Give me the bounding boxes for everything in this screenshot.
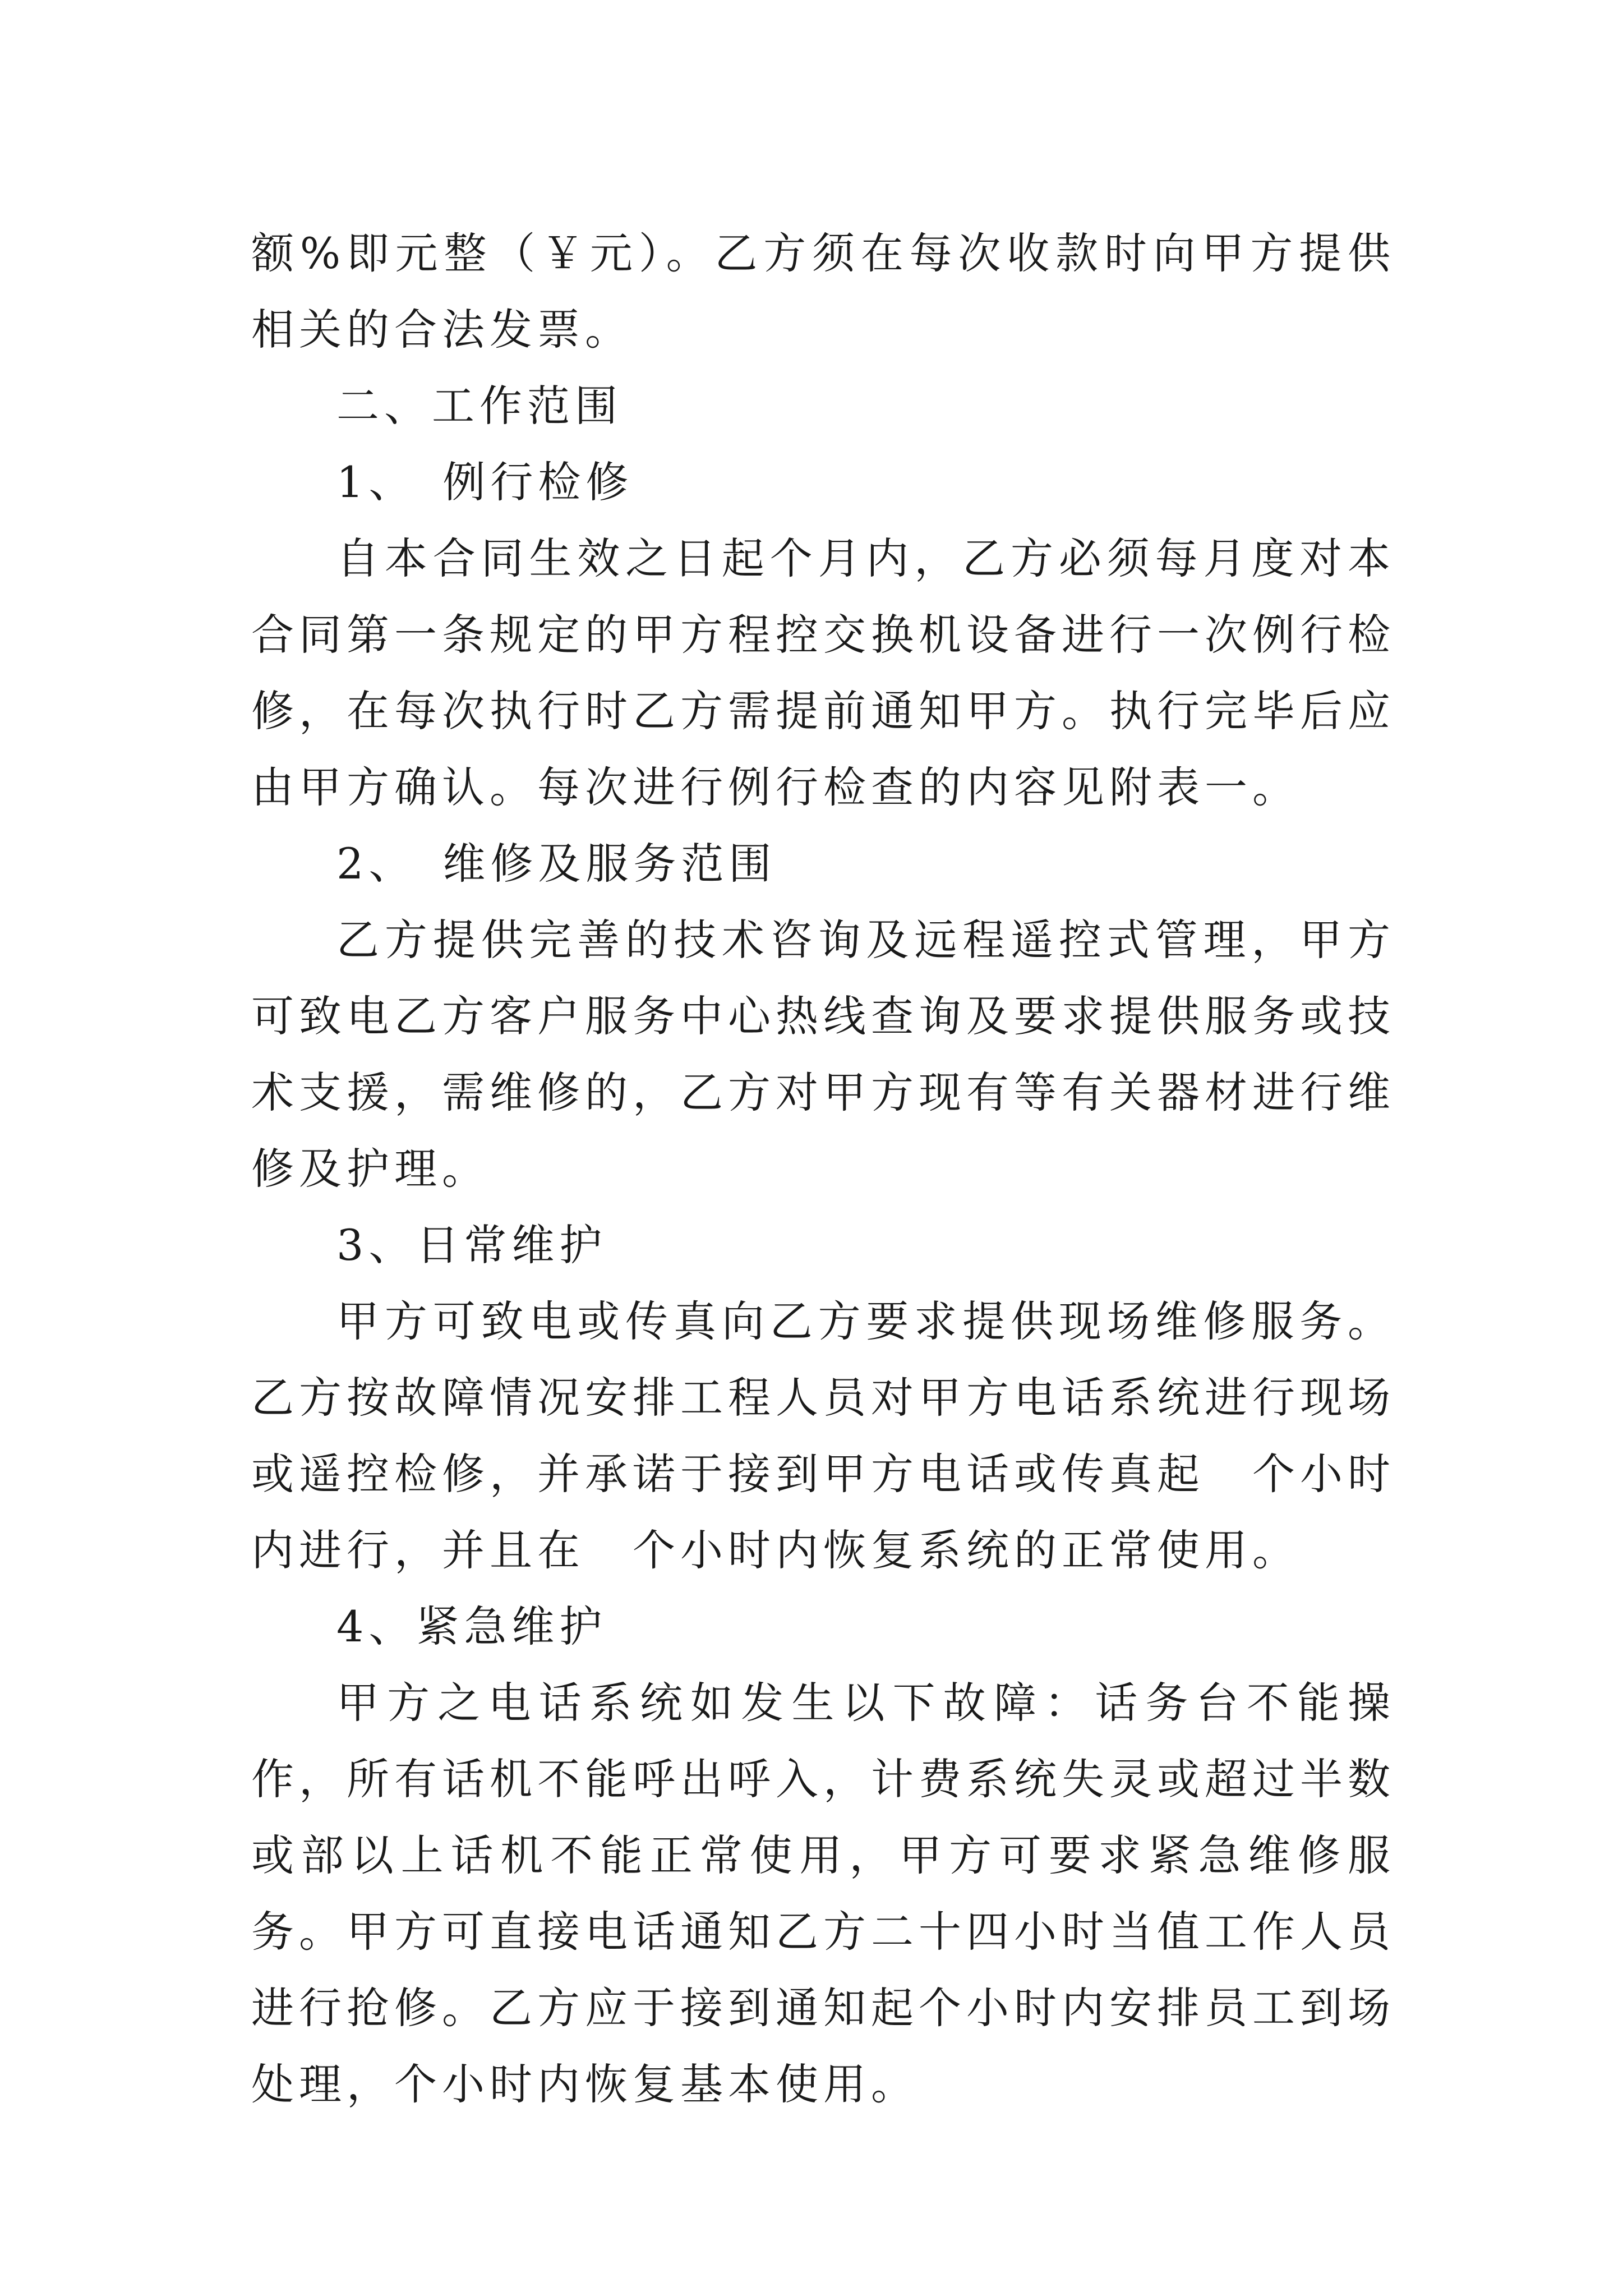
paragraph-emergency-maintenance: 甲方之电话系统如发生以下故障：话务台不能操作，所有话机不能呼出呼入，计费系统失灵或超过半数或部以上话机不能正常使用，甲方可要求紧急维修服务。甲方可直接电话通知乙方二十四小时当值工作人员进行抢修。乙方应于接到通知起个小时内安排员工到场处理，个小时内恢复基本使用。 — [251, 1678, 1395, 2109]
subheading-routine-maintenance: 1、 例行检修 — [336, 457, 634, 507]
paragraph-daily-maintenance: 甲方可致电或传真向乙方要求提供现场维修服务。乙方按故障情况安排工程人员对甲方电话系统进行现场或遥控检修，并承诺于接到甲方电话或传真起 个小时内进行，并且在 个小时内恢复系统的正常使用。 — [251, 1296, 1395, 1575]
subheading-repair-service-scope: 2、 维修及服务范围 — [336, 839, 777, 889]
paragraph-repair-service-scope: 乙方提供完善的技术咨询及远程遥控式管理，甲方可致电乙方客户服务中心热线查询及要求提供服务或技术支援，需维修的，乙方对甲方现有等有关器材进行维修及护理。 — [251, 915, 1395, 1194]
document-body — [251, 215, 1395, 2123]
paragraph-routine-maintenance: 自本合同生效之日起个月内，乙方必须每月度对本合同第一条规定的甲方程控交换机设备进行一次例行检修，在每次执行时乙方需提前通知甲方。执行完毕后应由甲方确认。每次进行例行检查的内容见附表一。 — [251, 533, 1395, 812]
heading-work-scope: 二、工作范围 — [336, 381, 623, 431]
subheading-daily-maintenance: 3、日常维护 — [336, 1220, 607, 1270]
paragraph-invoice-continuation: 额%即元整（￥元）。乙方须在每次收款时向甲方提供相关的合法发票。 — [251, 228, 1395, 355]
subheading-emergency-maintenance: 4、紧急维护 — [336, 1602, 607, 1651]
